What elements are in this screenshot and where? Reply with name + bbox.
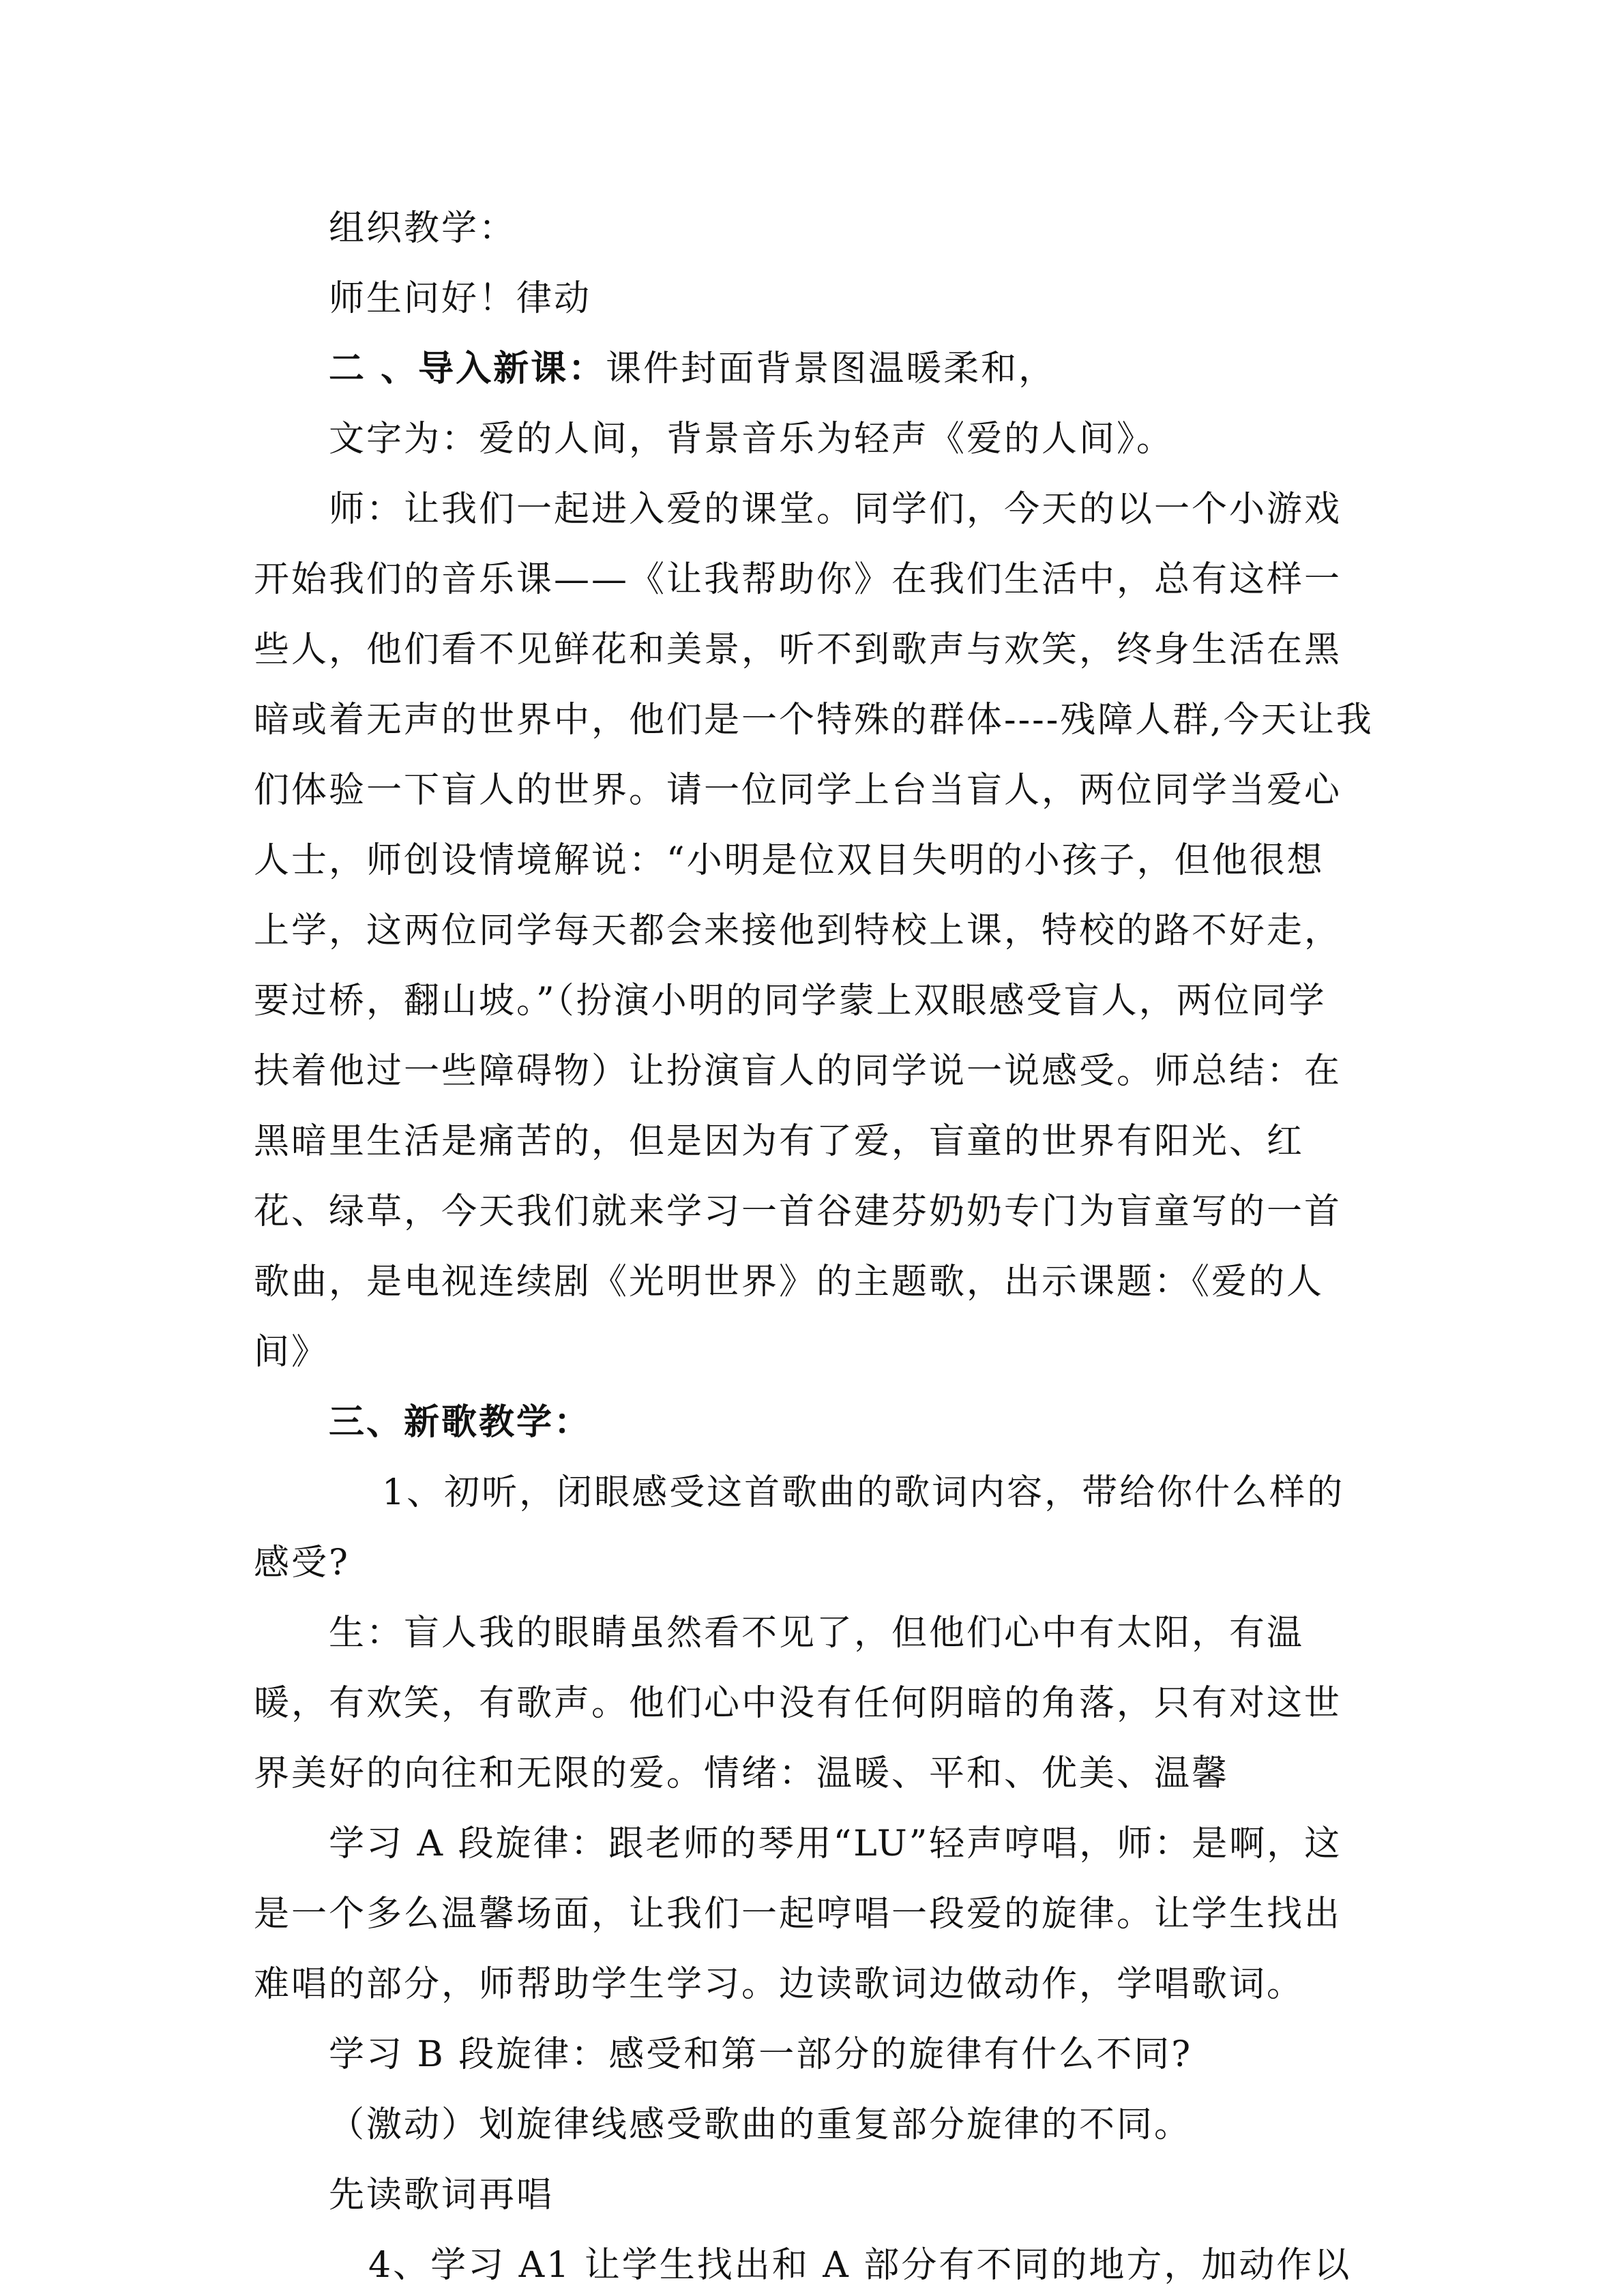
paragraph-line: 暖，有欢笑，有歌声。他们心中没有任何阴暗的角落，只有对这世 bbox=[254, 1683, 1342, 1724]
paragraph-line: 学习 B 段旋律：感受和第一部分的旋律有什么不同? bbox=[329, 2034, 1193, 2075]
paragraph-line: 人士，师创设情境解说：“小明是位双目失明的小孩子，但他很想 bbox=[254, 840, 1325, 881]
paragraph-line: 学习 A 段旋律：跟老师的琴用“LU”轻声哼唱，师：是啊，这 bbox=[329, 1823, 1342, 1864]
paragraph-line: 界美好的向往和无限的爱。情绪：温暖、平和、优美、温馨 bbox=[254, 1753, 1230, 1794]
paragraph-line: 是一个多么温馨场面，让我们一起哼唱一段爱的旋律。让学生找出 bbox=[254, 1894, 1342, 1935]
section-2-text: 课件封面背景图温暖柔和， bbox=[606, 348, 1057, 389]
paragraph-line: 先读歌词再唱 bbox=[329, 2175, 555, 2216]
paragraph-line: 上学，这两位同学每天都会来接他到特校上课，特校的路不好走， bbox=[254, 910, 1342, 951]
line-greeting: 师生问好！律动 bbox=[329, 278, 592, 319]
paragraph-line: 扶着他过一些障碍物）让扮演盲人的同学说一说感受。师总结：在 bbox=[254, 1051, 1342, 1092]
paragraph-line: 些人，他们看不见鲜花和美景，听不到歌声与欢笑，终身生活在黑 bbox=[254, 629, 1342, 670]
paragraph-line: 要过桥，翻山坡。”（扮演小明的同学蒙上双眼感受盲人，两位同学 bbox=[254, 981, 1327, 1022]
section-2-heading: 二 、导入新课： bbox=[329, 348, 606, 389]
paragraph-line: 1、初听，闭眼感受这首歌曲的歌词内容，带给你什么样的 bbox=[382, 1472, 1345, 1513]
paragraph-line: （激动）划旋律线感受歌曲的重复部分旋律的不同。 bbox=[329, 2104, 1192, 2145]
paragraph-line: 花、绿草，今天我们就来学习一首谷建芬奶奶专门为盲童写的一首 bbox=[254, 1191, 1342, 1232]
paragraph-line: 间》 bbox=[254, 1332, 329, 1373]
paragraph-line: 黑暗里生活是痛苦的，但是因为有了爱，盲童的世界有阳光、红 bbox=[254, 1121, 1305, 1162]
paragraph-line: 师：让我们一起进入爱的课堂。同学们，今天的以一个小游戏 bbox=[329, 489, 1342, 530]
line-organize-teaching: 组织教学： bbox=[329, 208, 517, 249]
paragraph-line: 们体验一下盲人的世界。请一位同学上台当盲人，两位同学当爱心 bbox=[254, 770, 1342, 811]
paragraph-line: 开始我们的音乐课——《让我帮助你》在我们生活中，总有这样一 bbox=[254, 559, 1342, 600]
paragraph-line: 生：盲人我的眼睛虽然看不见了，但他们心中有太阳，有温 bbox=[329, 1613, 1305, 1654]
section-2-line bbox=[329, 345, 1056, 393]
paragraph-line: 文字为：爱的人间，背景音乐为轻声《爱的人间》。 bbox=[329, 419, 1175, 460]
paragraph-line: 歌曲，是电视连续剧《光明世界》的主题歌，出示课题：《爱的人 bbox=[254, 1262, 1325, 1302]
paragraph-line: 暗或着无声的世界中，他们是一个特殊的群体----残障人群,今天让我 bbox=[254, 700, 1374, 741]
paragraph-line: 难唱的部分，师帮助学生学习。边读歌词边做动作，学唱歌词。 bbox=[254, 1964, 1305, 2005]
section-3-heading: 三、新歌教学： bbox=[329, 1401, 592, 1443]
paragraph-line: 4、学习 A1 让学生找出和 A 部分有不同的地方，加动作以 bbox=[368, 2245, 1352, 2286]
paragraph-line: 感受? bbox=[254, 1542, 350, 1583]
